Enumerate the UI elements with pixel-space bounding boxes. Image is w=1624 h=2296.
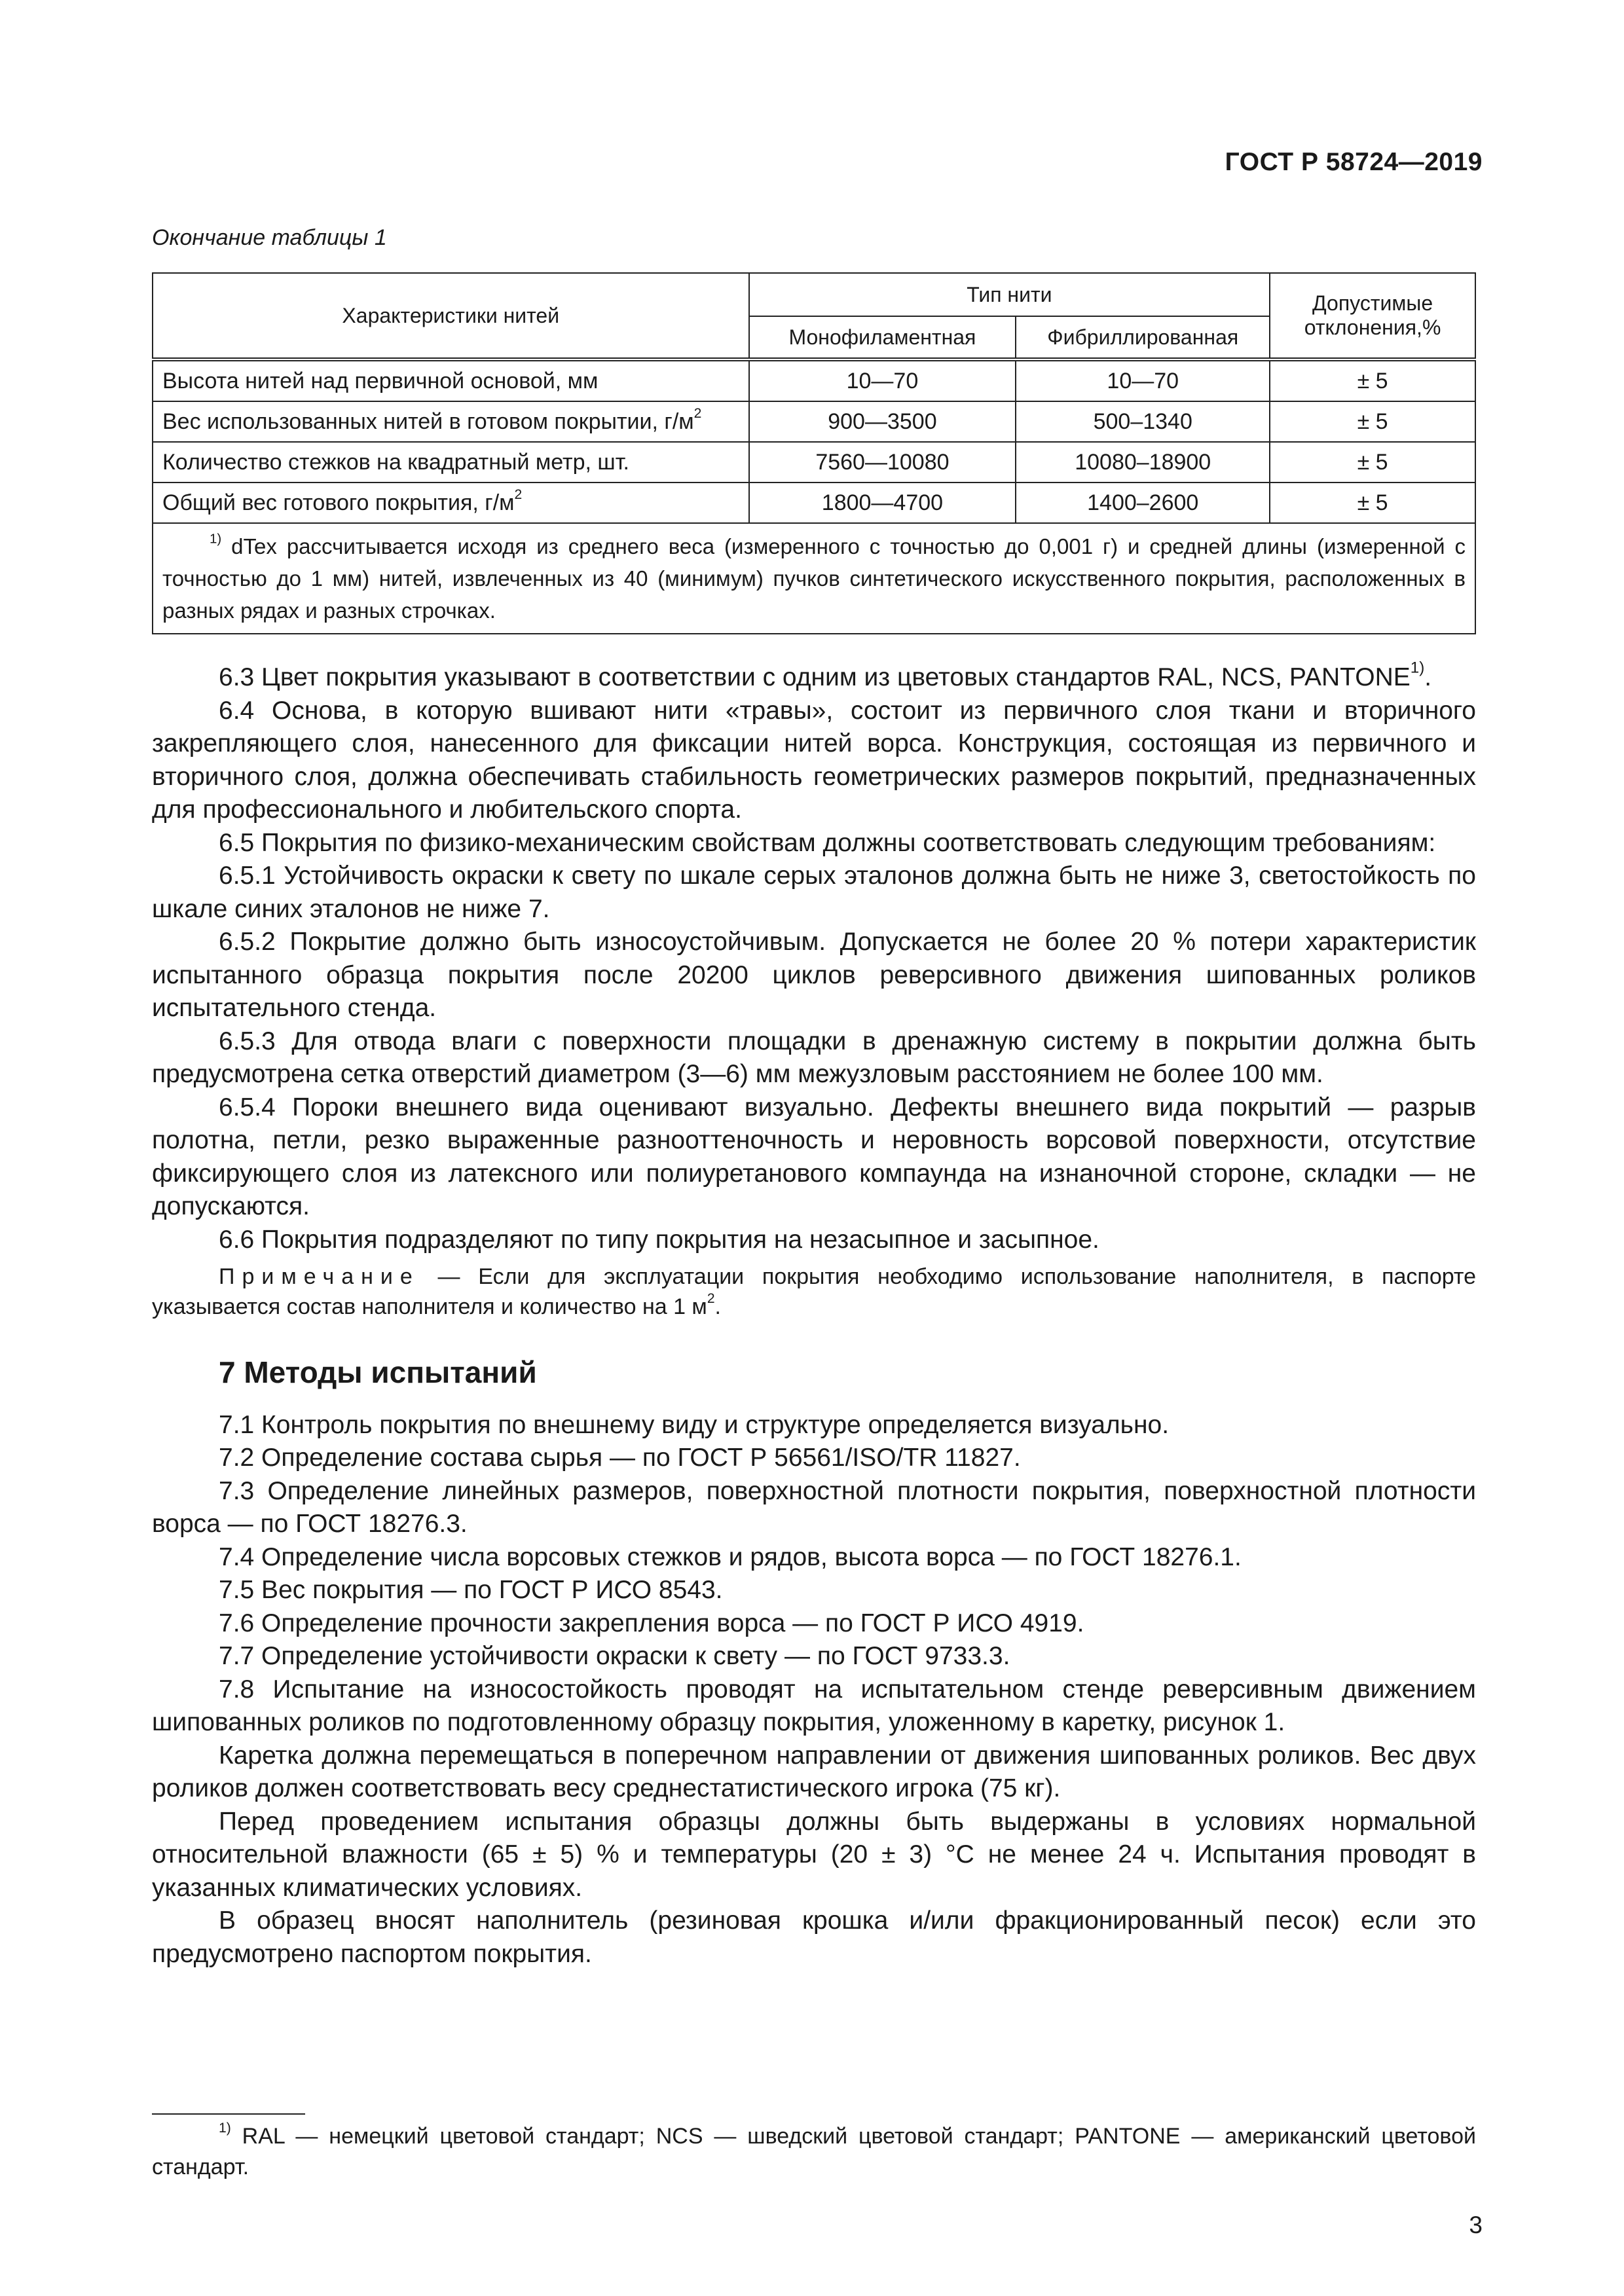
paragraph-end: . bbox=[1424, 663, 1432, 691]
page-number: 3 bbox=[1469, 2212, 1483, 2238]
header-tolerance bbox=[1270, 273, 1475, 359]
cell-characteristic bbox=[153, 442, 749, 483]
paragraph-7-8-filler: В образец вносят наполнитель (резиновая крошка и/или фракционированный песок) если это предусмотрено паспортом покрытия. bbox=[152, 1906, 1476, 1968]
cell-tolerance: ± 5 bbox=[1270, 442, 1475, 483]
cell-characteristic bbox=[153, 483, 749, 523]
table-note bbox=[153, 523, 1475, 634]
paragraph-6-6: 6.6 Покрытия подразделяют по типу покрытия на незасыпное и засыпное. bbox=[219, 1225, 1099, 1254]
header-tolerance-text: Допустимые отклонения,% bbox=[1304, 291, 1441, 339]
cell-monofilament: 1800—4700 bbox=[749, 483, 1016, 523]
table-row bbox=[153, 442, 1475, 483]
table-note-marker: 1) bbox=[210, 531, 222, 547]
paragraph-7-8-carriage: Каретка должна перемещаться в поперечном направлении от движения шипованных роликов. Вес двух роликов должен соответствовать весу среднестатистического игрока (75 кг). bbox=[152, 1741, 1476, 1802]
note-label: Примечание bbox=[219, 1264, 420, 1289]
cell-fibrillated: 1400–2600 bbox=[1016, 483, 1270, 523]
table-row bbox=[153, 359, 1475, 401]
cell-fibrillated: 10080–18900 bbox=[1016, 442, 1270, 483]
cell-characteristic bbox=[153, 401, 749, 442]
footnote bbox=[152, 2121, 1476, 2183]
header-characteristic: Характеристики нитей bbox=[153, 273, 749, 359]
paragraph-7-4: 7.4 Определение числа ворсовых стежков и рядов, высота ворса — по ГОСТ 18276.1. bbox=[219, 1542, 1242, 1571]
paragraph-6-5-2: 6.5.2 Покрытие должно быть износоустойчивым. Допускается не более 20 % потери характеристик испытанного образца покрытия после 20200 циклов реверсивного движения шипованных роликов испытательного стенда. bbox=[152, 928, 1476, 1022]
cell-monofilament: 10—70 bbox=[749, 359, 1016, 401]
cell-characteristic-text: Общий вес готового покрытия, г/м bbox=[162, 490, 515, 515]
cell-characteristic-text: Количество стежков на квадратный метр, шт. bbox=[162, 449, 629, 475]
cell-monofilament: 900—3500 bbox=[749, 401, 1016, 442]
table-note-row bbox=[153, 523, 1475, 634]
footnote-text: RAL — немецкий цветовой стандарт; NCS — шведский цветовой стандарт; PANTONE — американский цветовой стандарт. bbox=[152, 2124, 1476, 2179]
header-monofilament: Монофиламентная bbox=[749, 316, 1016, 359]
table-caption: Окончание таблицы 1 bbox=[152, 225, 387, 250]
footnote-divider bbox=[152, 2113, 305, 2115]
body-text bbox=[152, 661, 1476, 1971]
paragraph-7-3: 7.3 Определение линейных размеров, поверхностной плотности покрытия, поверхностной плотности ворса — по ГОСТ 18276.3. bbox=[152, 1476, 1476, 1538]
thread-characteristics-table bbox=[152, 272, 1476, 634]
standard-id-header: ГОСТ Р 58724—2019 bbox=[1225, 148, 1483, 176]
cell-tolerance: ± 5 bbox=[1270, 401, 1475, 442]
table-row bbox=[153, 483, 1475, 523]
cell-monofilament: 7560—10080 bbox=[749, 442, 1016, 483]
header-thread-type: Тип нити bbox=[749, 273, 1270, 316]
footnote-ref: 1) bbox=[1410, 659, 1425, 677]
paragraph-7-8-conditioning: Перед проведением испытания образцы должны быть выдержаны в условиях нормальной относительной влажности (65 ± 5) % и температуры (20 ± 3) °С не менее 24 ч. Испытания проводят в указанных климатических условиях. bbox=[152, 1807, 1476, 1902]
paragraph-7-5: 7.5 Вес покрытия — по ГОСТ Р ИСО 8543. bbox=[219, 1576, 723, 1604]
paragraph-6-5-1: 6.5.1 Устойчивость окраски к свету по шкале серых эталонов должна быть не ниже 3, светостойкость по шкале синих эталонов не ниже 7. bbox=[152, 862, 1476, 923]
table-row bbox=[153, 401, 1475, 442]
paragraph-text: 6.3 Цвет покрытия указывают в соответствии с одним из цветовых стандартов RAL, NCS, PANTONE bbox=[219, 663, 1411, 691]
section-7-title: 7 Методы испытаний bbox=[219, 1355, 537, 1389]
cell-fibrillated: 500–1340 bbox=[1016, 401, 1270, 442]
footnote-marker: 1) bbox=[219, 2121, 231, 2136]
paragraph-7-6: 7.6 Определение прочности закрепления ворса — по ГОСТ Р ИСО 4919. bbox=[219, 1609, 1084, 1637]
note-text: — Если для эксплуатации покрытия необходимо использование наполнителя, в паспорте указывается состав наполнителя и количество на 1 м bbox=[152, 1264, 1476, 1319]
note-superscript: 2 bbox=[707, 1291, 715, 1307]
cell-characteristic-text: Высота нитей над первичной основой, мм bbox=[162, 368, 599, 393]
paragraph-6-5-4: 6.5.4 Пороки внешнего вида оценивают визуально. Дефекты внешнего вида покрытий — разрыв полотна, петли, резко выраженные разнооттеночность и неровность ворсовой поверхности, отсутствие фиксирующего слоя из латексного или полиуретанового компаунда на изнаночной стороне, складки — не допускаются. bbox=[152, 1093, 1476, 1220]
table-note-text: dTex рассчитывается исходя из среднего веса (измеренного с точностью до 0,001 г) и средней длины (измеренной с точностью до 1 мм) нитей, извлеченных из 40 (минимум) пучков синтетического искусственного покрытия, расположенных в разных рядах и разных строчках. bbox=[162, 534, 1466, 623]
cell-characteristic bbox=[153, 359, 749, 401]
paragraph-7-8: 7.8 Испытание на износостойкость проводят на испытательном стенде реверсивным движением шипованных роликов по подготовленному образцу покрытия, уложенному в каретку, рисунок 1. bbox=[152, 1675, 1476, 1736]
cell-characteristic-text: Вес использованных нитей в готовом покрытии, г/м bbox=[162, 409, 694, 434]
unit-superscript: 2 bbox=[514, 486, 523, 502]
paragraph-7-1: 7.1 Контроль покрытия по внешнему виду и структуре определяется визуально. bbox=[219, 1410, 1170, 1439]
cell-tolerance: ± 5 bbox=[1270, 483, 1475, 523]
paragraph-6-5: 6.5 Покрытия по физико-механическим свойствам должны соответствовать следующим требованиям: bbox=[219, 828, 1436, 857]
header-fibrillated: Фибриллированная bbox=[1016, 316, 1270, 359]
cell-fibrillated: 10—70 bbox=[1016, 359, 1270, 401]
unit-superscript: 2 bbox=[693, 405, 702, 421]
paragraph-6-5-3: 6.5.3 Для отвода влаги с поверхности площадки в дренажную систему в покрытии должна быть предусмотрена сетка отверстий диаметром (3—6) мм межузловым расстоянием не более 100 мм. bbox=[152, 1027, 1476, 1088]
paragraph-7-2: 7.2 Определение состава сырья — по ГОСТ Р 56561/ISO/TR 11827. bbox=[219, 1444, 1021, 1472]
note-end: . bbox=[714, 1294, 721, 1319]
paragraph-6-4: 6.4 Основа, в которую вшивают нити «травы», состоит из первичного слоя ткани и вторичного закрепляющего слоя, нанесенного для фиксации нитей ворса. Конструкция, состоящая из первичного и вторичного слоя, должна обеспечивать стабильность геометрических размеров покрытий, предназначенных для профессионального и любительского спорта. bbox=[152, 696, 1476, 824]
note-paragraph bbox=[152, 1262, 1476, 1322]
paragraph-6-3 bbox=[152, 661, 1476, 695]
paragraph-7-7: 7.7 Определение устойчивости окраски к свету — по ГОСТ 9733.3. bbox=[219, 1642, 1010, 1670]
cell-tolerance: ± 5 bbox=[1270, 359, 1475, 401]
